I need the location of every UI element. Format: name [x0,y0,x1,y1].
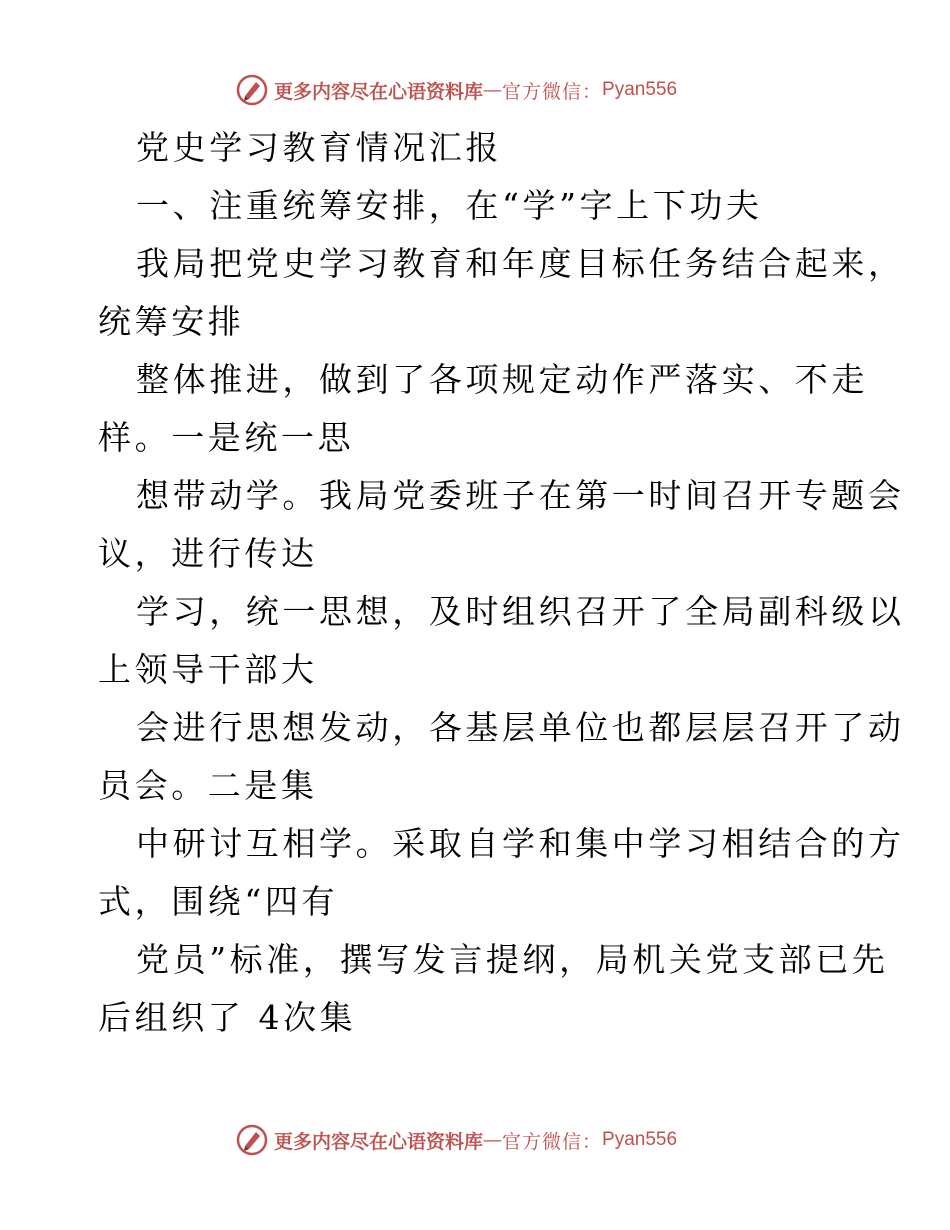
body-line: 我局把党史学习教育和年度目标任务结合起来， [136,244,905,283]
watermark-wechat-id: Pyan556 [602,1129,678,1150]
body-line: 样。一是统一思 [98,418,355,457]
body-line: 式，围绕“四有 [98,882,339,921]
watermark-wechat-label: 官方微信： [502,1130,603,1153]
document-title: 党史学习教育情况汇报 [136,128,502,167]
body-line: 统筹安排 [98,302,245,341]
body-line: 中研讨互相学。采取自学和集中学习相结合的方 [136,824,905,863]
body-line: 议，进行传达 [98,534,318,573]
pen-logo-icon [236,1124,268,1156]
watermark-text: 更多内容尽在心语资料库 [274,80,484,103]
body-line: 想带动学。我局党委班子在第一时间召开专题会 [136,476,905,515]
body-line: 员会。二是集 [98,766,318,805]
watermark-text: 更多内容尽在心语资料库 [274,1130,484,1153]
body-line: 整体推进，做到了各项规定动作严落实、不走 [136,360,868,399]
section-heading: 一、注重统筹安排，在“学”字上下功夫 [136,186,763,225]
body-line: 会进行思想发动，各基层单位也都层层召开了动 [136,708,905,747]
watermark-wechat-label: 官方微信： [502,80,603,103]
watermark-banner-bottom [236,1122,736,1158]
watermark-wechat-id: Pyan556 [602,79,678,100]
watermark-dash: — [483,79,503,101]
watermark-dash: — [483,1129,503,1151]
body-line: 上领导干部大 [98,650,318,689]
body-line: 后组织了 4次集 [98,998,357,1037]
body-line: 党员”标准，撰写发言提纲，局机关党支部已先 [136,940,889,979]
body-line: 学习，统一思想，及时组织召开了全局副科级以 [136,592,905,631]
